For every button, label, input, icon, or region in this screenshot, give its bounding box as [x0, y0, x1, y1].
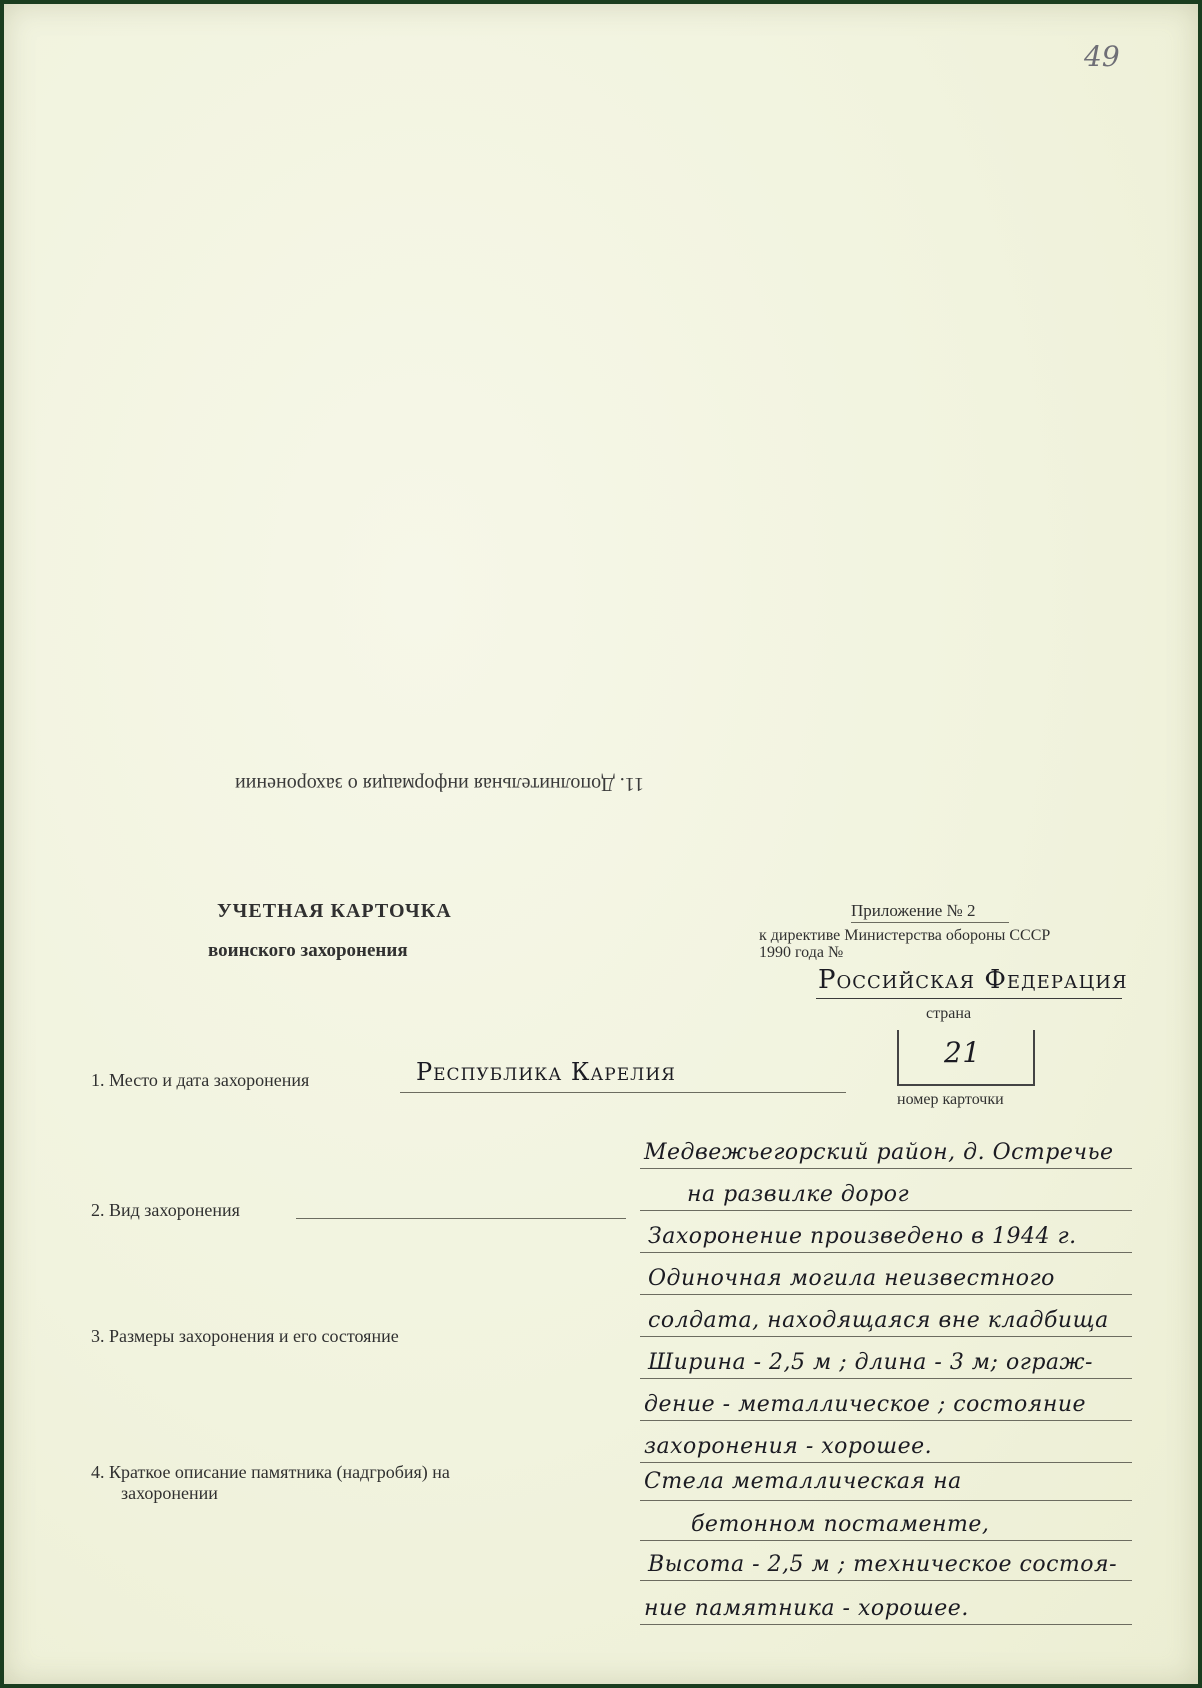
writing-rule-6	[640, 1378, 1132, 1379]
place-value: Республика Карелия	[416, 1058, 676, 1086]
handwritten-line-11: Высота - 2,5 м ; техническое состоя-	[648, 1552, 1118, 1577]
card-title: УЧЕТНАЯ КАРТОЧКА	[217, 900, 452, 922]
writing-rule-5	[640, 1336, 1132, 1337]
directive-reference	[759, 927, 1050, 961]
handwritten-line-7: дение - металлическое ; состояние	[644, 1392, 1087, 1417]
writing-rule-3	[640, 1252, 1132, 1253]
monument-label-line-2: захоронении	[121, 1483, 218, 1503]
handwritten-line-5: солдата, находящаяся вне кладбища	[648, 1308, 1109, 1333]
handwritten-line-10: бетонном постаменте,	[691, 1512, 990, 1537]
handwritten-line-12: ние памятника - хорошее.	[644, 1596, 969, 1621]
card-number-value: 21	[944, 1036, 981, 1069]
card-subtitle: воинского захоронения	[208, 940, 408, 961]
writing-rule-10	[640, 1540, 1132, 1541]
monument-label-line-1: 4. Краткое описание памятника (надгробия) на	[91, 1462, 450, 1482]
writing-rule-4	[640, 1294, 1132, 1295]
appendix-label: Приложение № 2	[851, 901, 976, 920]
country-value: Российская Федерация	[818, 965, 1128, 995]
handwritten-line-1: Медвежьегорский район, д. Остречье	[644, 1140, 1114, 1165]
handwritten-line-8: захоронения - хорошее.	[644, 1434, 933, 1459]
writing-rule-9	[640, 1500, 1132, 1501]
handwritten-line-4: Одиночная могила неизвестного	[648, 1266, 1055, 1291]
appendix-underline	[851, 922, 1009, 923]
handwritten-line-3: Захоронение произведено в 1944 г.	[648, 1224, 1077, 1249]
directive-line-2: 1990 года №	[759, 944, 844, 961]
type-label: 2. Вид захоронения	[91, 1200, 240, 1220]
place-label: 1. Место и дата захоронения	[91, 1070, 310, 1090]
writing-rule-2	[640, 1210, 1132, 1211]
writing-rule-8	[640, 1462, 1132, 1463]
handwritten-line-2: на развилке дорог	[687, 1182, 910, 1207]
handwritten-line-9: Стела металлическая на	[644, 1469, 962, 1494]
size-label: 3. Размеры захоронения и его состояние	[91, 1326, 399, 1346]
handwritten-line-6: Ширина - 2,5 м ; длина - 3 м; ограж-	[648, 1350, 1093, 1375]
document-sheet	[4, 4, 1198, 1684]
card-number-caption: номер карточки	[897, 1091, 1004, 1108]
place-underline	[400, 1092, 846, 1093]
writing-rule-11	[640, 1580, 1132, 1581]
writing-rule-7	[640, 1420, 1132, 1421]
directive-line-1: к директиве Министерства обороны СССР	[759, 927, 1051, 944]
page-number: 49	[1084, 40, 1120, 73]
writing-rule-1	[640, 1168, 1132, 1169]
writing-rule-12	[640, 1624, 1132, 1625]
upside-down-section-heading: 11. Дополнительная информация о захоронении	[235, 773, 644, 795]
country-underline	[816, 998, 1122, 999]
country-caption: страна	[926, 1005, 972, 1022]
type-underline	[296, 1218, 626, 1219]
